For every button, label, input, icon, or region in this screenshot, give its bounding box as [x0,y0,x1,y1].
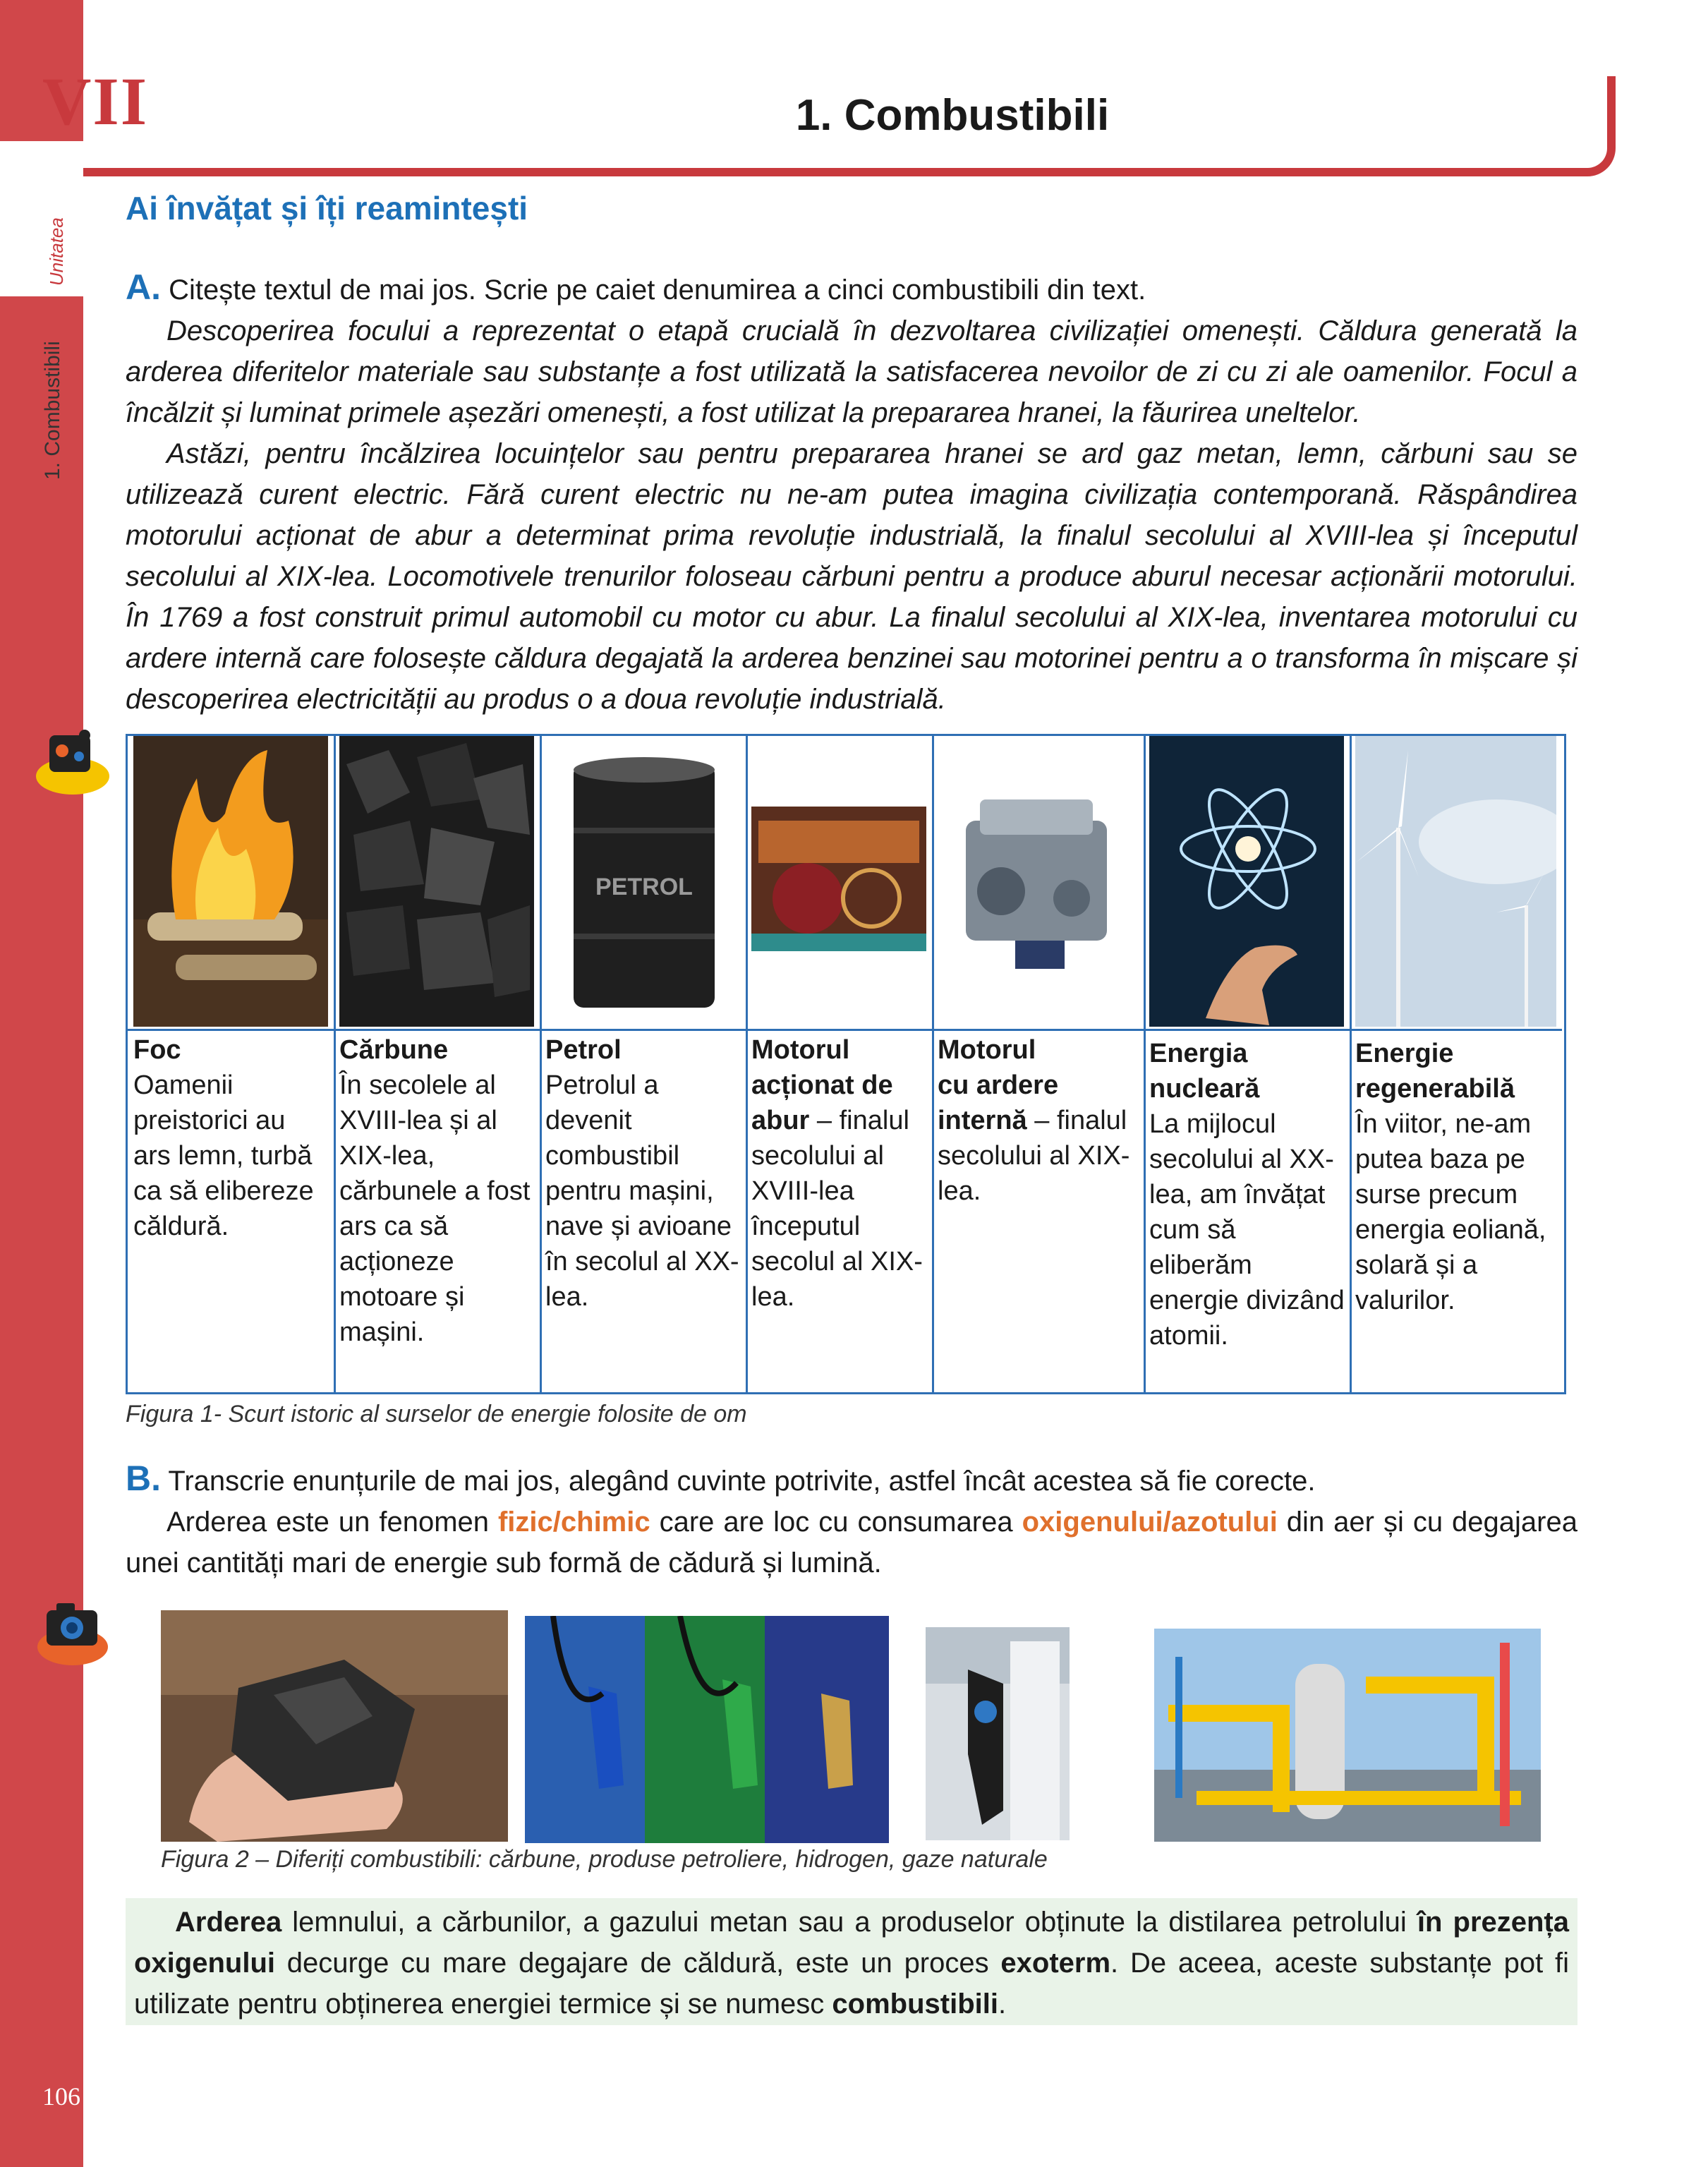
summary-text-3: . De aceea, aceste substanțe pot fi utilizate pentru obținerea energiei termice și se numesc [134,1948,1570,2020]
figure-1-column-nuclear [1144,736,1352,1392]
figure-1-table [126,734,1566,1394]
figure-1-column-petrol [540,736,748,1392]
camera-badge-icon [34,1596,111,1667]
section-a-paragraph-2-text: Astăzi, pentru încălzirea locuințelor sau pentru prepararea hranei se ard gaz metan, lemn, cărbuni sau se utilizează curent electric. Fără curent electric nu ne-am putea imagina civilizația contemporană. Răspândirea motorului acționat de abur a determinat prima revoluție industrială, la finalul secolului al XVIII-lea și începutul secolului al XIX-lea. Locomotivele trenurilor foloseau cărbuni pentru a produce aburul necesar acționării motorului. În 1769 a fost construit primul automobil cu motor cu abur. La finalul secolului al XIX-lea, inventarea motorului cu ardere internă care folosește căldura degajată la arderea benzinei sau motorinei pentru a o transforma în mișcare și descoperirea electricității au produs o a doua revoluție industrială. [126,438,1577,715]
section-a-instruction: Citește textul de mai jos. Scrie pe caiet denumirea a cinci combustibili din text. [169,274,1146,306]
engine-photo [938,778,1138,990]
fuel-pumps-photo [525,1616,889,1843]
section-title: Ai învățat și îți reamintești [126,190,528,227]
petrol-title: Petrol [545,1035,622,1065]
coal-in-hand-photo [161,1610,508,1842]
summary-bold-4: combustibili [832,1988,998,2020]
wind-turbine-photo [1355,736,1556,1027]
fire-photo [133,736,328,1027]
unit-word-container [46,162,74,296]
figure-1-caption-nuclear [1149,1036,1345,1353]
barrel-label: PETROL [595,874,693,900]
figure-1-caption-fire [133,1032,329,1244]
renewable-text: În viitor, ne-am putea baza pe surse precum energia eoliană, solară și a valurilor. [1355,1109,1546,1315]
hydrogen-pump-photo [926,1627,1070,1840]
summary-text-1: lemnului, a cărbunilor, a gazului metan sau a produselor obținute la distilarea petrolului [281,1907,1417,1938]
puzzle-badge-icon [34,727,111,797]
figure-1-caption-steam [751,1032,928,1315]
figure-1-divider [126,1029,1562,1031]
nuclear-text: La mijlocul secolului al XX-lea, am învățat cum să eliberăm energie divizând atomii. [1149,1109,1345,1351]
side-chapter-label: 1. Combustibili [41,341,64,480]
figure-1-column-combustion [932,736,1146,1392]
section-b-option-2: oxigenului/azotului [1022,1507,1278,1538]
section-b-instruction: Transcrie enunțurile de mai jos, alegând cuvinte potrivite, astfel încât acestea să fie corecte. [168,1466,1316,1497]
summary-text-2: decurge cu mare degajare de căldură, este un proces [275,1948,1001,1979]
summary-text [134,1902,1569,2024]
coal-text: În secolele al XVIII-lea și al XIX-lea, cărbunele a fost ars ca să acționeze motoare și mașini. [339,1070,531,1347]
renewable-title: Energie regenerabilă [1355,1039,1515,1104]
section-b-letter: B. [126,1459,161,1498]
summary-bold-2: în prezența oxigenului [134,1907,1570,1979]
section-a-block [126,267,1577,720]
steam-title-1: Motorul [751,1035,850,1065]
combustion-title-2: cu ardere [938,1070,1059,1100]
section-a-paragraph-1-text: Descoperirea focului a reprezentat o etapă crucială în dezvoltarea civilizației omenești. Căldura generată la arderea diferitelor materiale sau substanțe a fost utilizată la satisfacerea nevoilor de zi cu zi ale oamenilor. Focul a încălzit și luminat primele așezări omenești, a fost utilizat la prepararea hranei, la făurirea uneltelor. [126,315,1577,428]
summary-bold-1: Arderea [175,1907,282,1938]
combustion-title-1: Motorul [938,1035,1036,1065]
steam-title-2: acționat de [751,1070,893,1100]
section-b-block [126,1458,1577,1583]
section-b-option-1: fizic/chimic [497,1507,650,1538]
figure-1-caption: Figura 1- Scurt istoric al surselor de energie folosite de om [126,1401,747,1427]
figure-1-caption-coal [339,1032,535,1350]
figure-2-caption: Figura 2 – Diferiți combustibili: cărbune, produse petroliere, hidrogen, gaze naturale [161,1846,1048,1873]
figure-1-caption-combustion [938,1032,1139,1209]
figure-1-column-steam [746,736,934,1392]
section-b-text-2: care are loc cu consumarea [650,1507,1022,1538]
figure-1-column-renewable [1350,736,1562,1392]
fire-text: Oamenii preistorici au ars lemn, turbă ca să elibereze căldură. [133,1070,314,1241]
combustion-title-3: internă [938,1106,1027,1135]
coal-photo [339,736,534,1027]
unit-word: Unitatea [46,217,67,286]
steam-text: – finalul secolului al XVIII-lea începutul secolul al XIX-lea. [751,1106,923,1312]
fire-title: Foc [133,1035,181,1065]
section-a-letter: A. [126,267,161,307]
section-a-paragraph-2 [126,433,1577,720]
section-a-instruction-line [126,267,1577,310]
chapter-title: 1. Combustibili [795,91,1110,140]
left-color-band [0,0,83,2167]
natural-gas-station-photo [1154,1629,1541,1842]
figure-1-column-coal [334,736,542,1392]
steam-title-3: abur [751,1106,810,1135]
combustion-text: – finalul secolului al XIX-lea. [938,1106,1130,1206]
unit-number: VII [42,64,149,139]
figure-1-caption-petrol [545,1032,741,1315]
steam-engine-photo [751,807,926,951]
figure-1-column-fire [128,736,336,1392]
nuclear-title: Energia nucleară [1149,1039,1260,1104]
page-number: 106 [42,2082,80,2111]
petrol-barrel-photo [545,750,740,1018]
atom-photo [1149,736,1344,1027]
section-b-sentence [126,1502,1577,1583]
figure-1-caption-renewable [1355,1036,1558,1318]
section-b-text-1: Arderea este un fenomen [166,1507,498,1538]
petrol-text: Petrolul a devenit combustibil pentru mașini, nave și avioane în secolul al XX-lea. [545,1070,739,1312]
section-b-text-3: din aer și cu degajarea unei cantități mari de energie sub formă de cădură și lumină. [126,1507,1577,1579]
section-a-paragraph-1 [126,310,1577,433]
summary-bold-3: exoterm [1000,1948,1111,1979]
coal-title: Cărbune [339,1035,449,1065]
section-b-instruction-line [126,1458,1577,1502]
summary-text-4: . [998,1988,1007,2020]
